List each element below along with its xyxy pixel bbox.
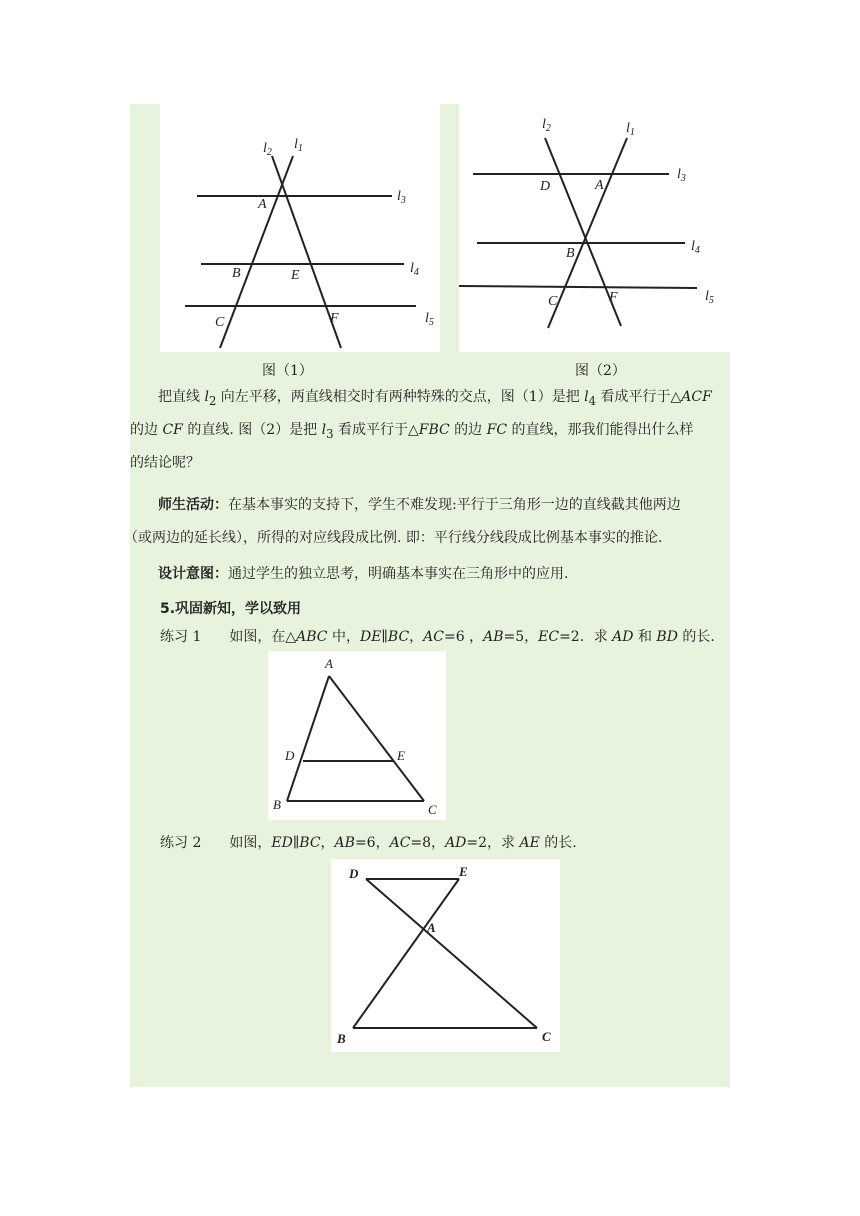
label-design-intent: 设计意图： xyxy=(158,566,228,582)
para1-line1: 把直线 $l_2$ 向左平移，两直线相交时有两种特殊的交点，图（1）是把 $l_4$ 看成平行于△ACF xyxy=(158,389,712,408)
label-C: C xyxy=(542,1029,551,1044)
label-B: B xyxy=(337,1031,346,1046)
label-D: D xyxy=(285,748,295,763)
label-A: A xyxy=(595,178,604,193)
label-C: C xyxy=(428,802,437,817)
exercise-2-diagram xyxy=(331,859,560,1052)
label-l4: $l_4$ xyxy=(410,261,419,278)
side-AB xyxy=(287,676,329,801)
exercise-2-figure xyxy=(331,859,560,1052)
label-E: E xyxy=(291,268,300,283)
exercise-1-text: 练习 1 如图，在△ABC 中，DE∥BC，AC=6 ，AB=5，EC=2．求 AD 和 BD 的长. xyxy=(160,629,715,645)
para1-line2: 的边 CF 的直线. 图（2）是把 $l_3$ 看成平行于△FBC 的边 FC 的直线，那我们能得出什么样 xyxy=(130,422,694,441)
figure-2-diagram xyxy=(459,104,730,352)
figure-1-caption: 图（1） xyxy=(262,363,313,379)
label-C: C xyxy=(548,294,558,309)
label-D: D xyxy=(540,179,551,194)
label-D: D xyxy=(349,866,359,881)
label-E: E xyxy=(459,864,468,879)
label-B: B xyxy=(273,797,281,812)
para2-line2: （或两边的延长线），所得的对应线段成比例. 即：平行线分线段成比例基本事实的推论. xyxy=(124,530,663,546)
label-l3: $l_3$ xyxy=(677,167,686,184)
label-F: F xyxy=(609,290,618,305)
label-C: C xyxy=(215,315,225,330)
figure-2-caption: 图（2） xyxy=(575,363,626,379)
para1-line3: 的结论呢？ xyxy=(130,455,200,471)
segment-DC xyxy=(366,879,537,1028)
label-B: B xyxy=(566,246,575,261)
label-A: A xyxy=(258,197,267,212)
label-A: A xyxy=(427,920,436,935)
label-l1: $l_1$ xyxy=(626,121,635,138)
para2-line1: 师生活动：在基本事实的支持下，学生不难发现:平行于三角形一边的直线截其他两边 xyxy=(158,497,681,513)
label-E: E xyxy=(397,748,405,763)
label-A: A xyxy=(325,656,333,671)
label-l3: $l_3$ xyxy=(397,189,406,206)
figure-1 xyxy=(160,104,440,352)
figure-1-diagram xyxy=(160,104,440,352)
label-l4: $l_4$ xyxy=(691,239,700,256)
label-teacher-student: 师生活动： xyxy=(158,497,228,513)
label-l5: $l_5$ xyxy=(425,311,434,328)
exercise-1-diagram xyxy=(268,651,446,820)
label-B: B xyxy=(232,266,241,281)
exercise-2-text: 练习 2 如图，ED∥BC，AB=6，AC=8，AD=2，求 AE 的长. xyxy=(160,835,577,851)
label-l1: $l_1$ xyxy=(294,137,303,154)
label-l2: $l_2$ xyxy=(263,141,272,158)
label-F: F xyxy=(330,311,339,326)
figure-2 xyxy=(459,104,730,352)
section-5-heading: 5.巩固新知，学以致用 xyxy=(160,601,302,617)
exercise-1-figure xyxy=(268,651,446,820)
para3-line1: 设计意图：通过学生的独立思考，明确基本事实在三角形中的应用. xyxy=(158,566,569,582)
segment-EB xyxy=(353,879,459,1028)
line-l5 xyxy=(459,286,697,288)
side-AC xyxy=(329,676,424,801)
label-l2: $l_2$ xyxy=(542,117,551,134)
label-l5: $l_5$ xyxy=(705,289,714,306)
